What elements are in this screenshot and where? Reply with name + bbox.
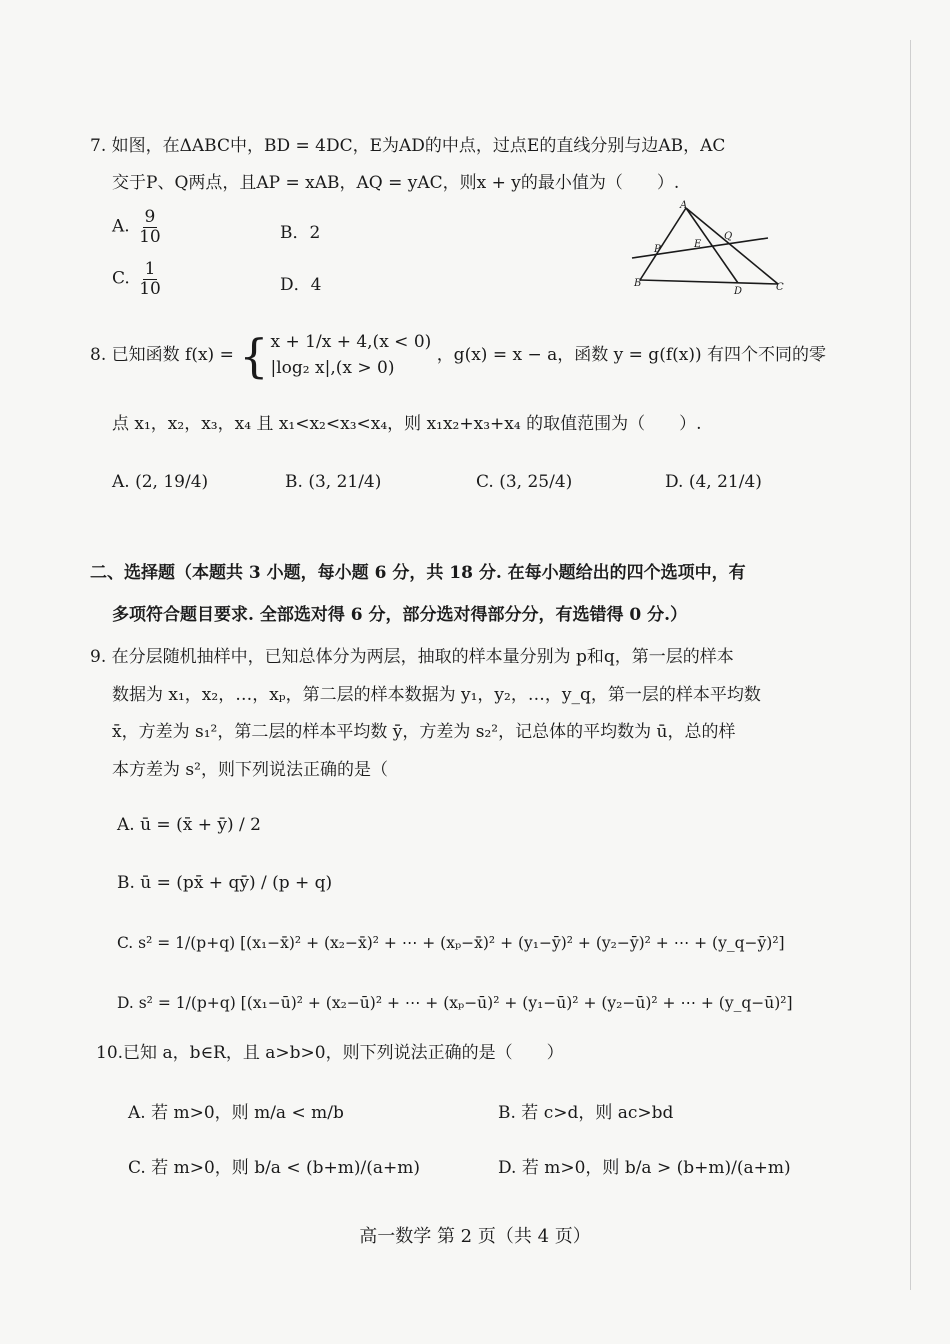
q7-line2: 交于P、Q两点，且AP = xAB，AQ = yAC，则x + y的最小值为（ ）. bbox=[112, 173, 680, 193]
q9-option-d[interactable]: D. s² = 1/(p+q) [(x₁−ū)² + (x₂−ū)² + ⋯ + (xₚ−ū)² + (y₁−ū)² + (y₂−ū)² + ⋯ + (y_q−ū)²] bbox=[117, 994, 793, 1012]
q8-option-a-label: A. bbox=[112, 472, 130, 492]
q8-option-c[interactable] bbox=[476, 472, 572, 492]
label-e: E bbox=[694, 239, 702, 250]
segment-ab bbox=[640, 208, 686, 280]
q9-line3: x̄，方差为 s₁²，第二层的样本平均数 ȳ，方差为 s₂²，记总体的平均数为 ū，总的样 bbox=[112, 722, 736, 742]
q7-option-a-label: A. bbox=[112, 216, 130, 237]
section2-line2: 多项符合题目要求. 全部选对得 6 分，部分选对得部分分，有选错得 0 分.） bbox=[112, 605, 688, 625]
q8-lead: 8. 已知函数 f(x) = bbox=[90, 345, 234, 365]
q7-option-c[interactable] bbox=[112, 260, 165, 298]
q9-line1: 9. 在分层随机抽样中，已知总体分为两层，抽取的样本量分别为 p和q，第一层的样本 bbox=[90, 647, 734, 667]
q7-option-c-num: 1 bbox=[144, 259, 156, 279]
q10-option-d[interactable]: D. 若 m>0，则 b/a > (b+m)/(a+m) bbox=[498, 1158, 791, 1178]
label-c: C bbox=[776, 282, 784, 293]
q10-option-c[interactable]: C. 若 m>0，则 b/a < (b+m)/(a+m) bbox=[128, 1158, 420, 1178]
q7-option-c-fraction bbox=[137, 260, 163, 298]
segment-bc bbox=[640, 280, 778, 284]
q7-option-c-den: 10 bbox=[139, 278, 161, 299]
q8-option-b-label: B. bbox=[285, 472, 303, 492]
label-q: Q bbox=[724, 231, 733, 242]
q8-option-b-value: (3, 21/4) bbox=[308, 472, 382, 492]
q7-option-a[interactable] bbox=[112, 208, 165, 246]
q10-option-a[interactable]: A. 若 m>0，则 m/a < m/b bbox=[128, 1103, 344, 1123]
label-p: P bbox=[654, 244, 661, 255]
q8-tail: ，g(x) = x − a，函数 y = g(f(x)) 有四个不同的零 bbox=[436, 345, 827, 365]
q8-piecewise bbox=[239, 330, 431, 381]
q7-option-a-num: 9 bbox=[144, 207, 156, 227]
label-a: A bbox=[680, 200, 688, 211]
q7-option-c-label: C. bbox=[112, 268, 130, 289]
q8-line1 bbox=[90, 330, 826, 381]
q9-option-b[interactable]: B. ū = (px̄ + qȳ) / (p + q) bbox=[117, 873, 333, 893]
q9-line4: 本方差为 s²，则下列说法正确的是（ bbox=[112, 760, 388, 780]
q7-line1: 7. 如图，在ΔABC中，BD = 4DC，E为AD的中点，过点E的直线分别与边AB，AC bbox=[90, 136, 726, 156]
q7-option-b[interactable]: B．2 bbox=[280, 223, 321, 243]
page-footer: 高一数学 第 2 页（共 4 页） bbox=[359, 1226, 591, 1247]
q9-line2: 数据为 x₁，x₂，…，xₚ，第二层的样本数据为 y₁，y₂，…，y_q，第一层的样本平均数 bbox=[112, 685, 761, 705]
q8-option-a-value: (2, 19/4) bbox=[135, 472, 209, 492]
q8-case1: x + 1/x + 4,(x < 0) bbox=[270, 332, 432, 352]
q10-line1: 10.已知 a，b∈R，且 a>b>0，则下列说法正确的是（ ） bbox=[96, 1043, 564, 1063]
q8-option-a[interactable] bbox=[112, 472, 208, 492]
section2-line1: 二、选择题（本题共 3 小题，每小题 6 分，共 18 分. 在每小题给出的四个选项中，有 bbox=[90, 563, 746, 583]
q10-option-b[interactable]: B. 若 c>d，则 ac>bd bbox=[498, 1103, 674, 1123]
q9-option-c[interactable]: C. s² = 1/(p+q) [(x₁−x̄)² + (x₂−x̄)² + ⋯ + (xₚ−x̄)² + (y₁−ȳ)² + (y₂−ȳ)² + ⋯ + (y_q−ȳ)²] bbox=[117, 934, 785, 952]
page-edge-line bbox=[910, 40, 911, 1290]
q9-option-a[interactable]: A. ū = (x̄ + ȳ) / 2 bbox=[117, 815, 261, 835]
q7-option-a-fraction bbox=[137, 208, 163, 246]
label-b: B bbox=[634, 278, 642, 289]
q7-triangle-figure bbox=[630, 198, 790, 298]
q8-option-d[interactable] bbox=[665, 472, 762, 492]
q8-option-c-label: C. bbox=[476, 472, 494, 492]
q8-option-c-value: (3, 25/4) bbox=[499, 472, 573, 492]
q8-line2: 点 x₁，x₂，x₃，x₄ 且 x₁<x₂<x₃<x₄，则 x₁x₂+x₃+x₄ 的取值范围为（ ）. bbox=[112, 414, 702, 434]
q8-option-d-label: D. bbox=[665, 472, 684, 492]
label-d: D bbox=[734, 286, 743, 297]
q8-brace: { bbox=[239, 328, 269, 383]
q8-option-b[interactable] bbox=[285, 472, 381, 492]
q8-case2: |log₂ x|,(x > 0) bbox=[270, 357, 395, 378]
q7-option-d[interactable]: D．4 bbox=[280, 275, 322, 295]
q7-option-a-den: 10 bbox=[139, 226, 161, 247]
q8-option-d-value: (4, 21/4) bbox=[688, 472, 762, 492]
